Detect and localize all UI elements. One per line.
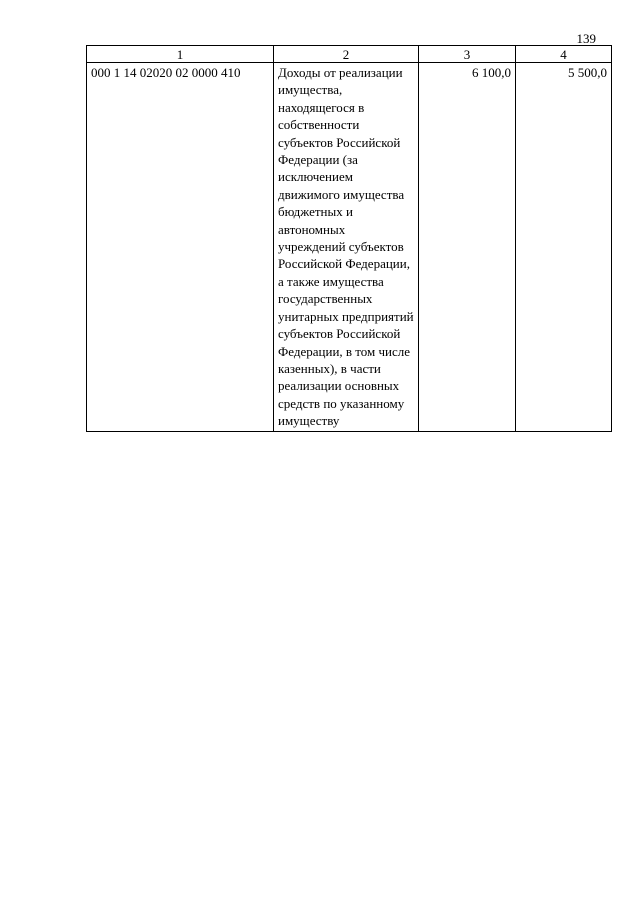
- column-header-2: 2: [274, 46, 419, 63]
- amount-column-4: 5 500,0: [516, 63, 612, 432]
- budget-table: [86, 45, 612, 432]
- amount-column-3: 6 100,0: [419, 63, 516, 432]
- revenue-item-name: Доходы от реализации имущества, находящегося в собственности субъектов Российской Федерации (за исключением движимого имущества бюджетных и автономных учреждений субъектов Российской Федерации, а также имущества государственных унитарных предприятий субъектов Российской Федерации, в том числе казенных), в части реализации основных средств по указанному имуществу: [274, 63, 419, 432]
- column-header-3: 3: [419, 46, 516, 63]
- column-header-4: 4: [516, 46, 612, 63]
- column-header-1: 1: [87, 46, 274, 63]
- page-number: 139: [576, 31, 596, 46]
- budget-classification-code: 000 1 14 02020 02 0000 410: [87, 63, 274, 432]
- table-row: [87, 63, 612, 432]
- table-header-row: [87, 46, 612, 63]
